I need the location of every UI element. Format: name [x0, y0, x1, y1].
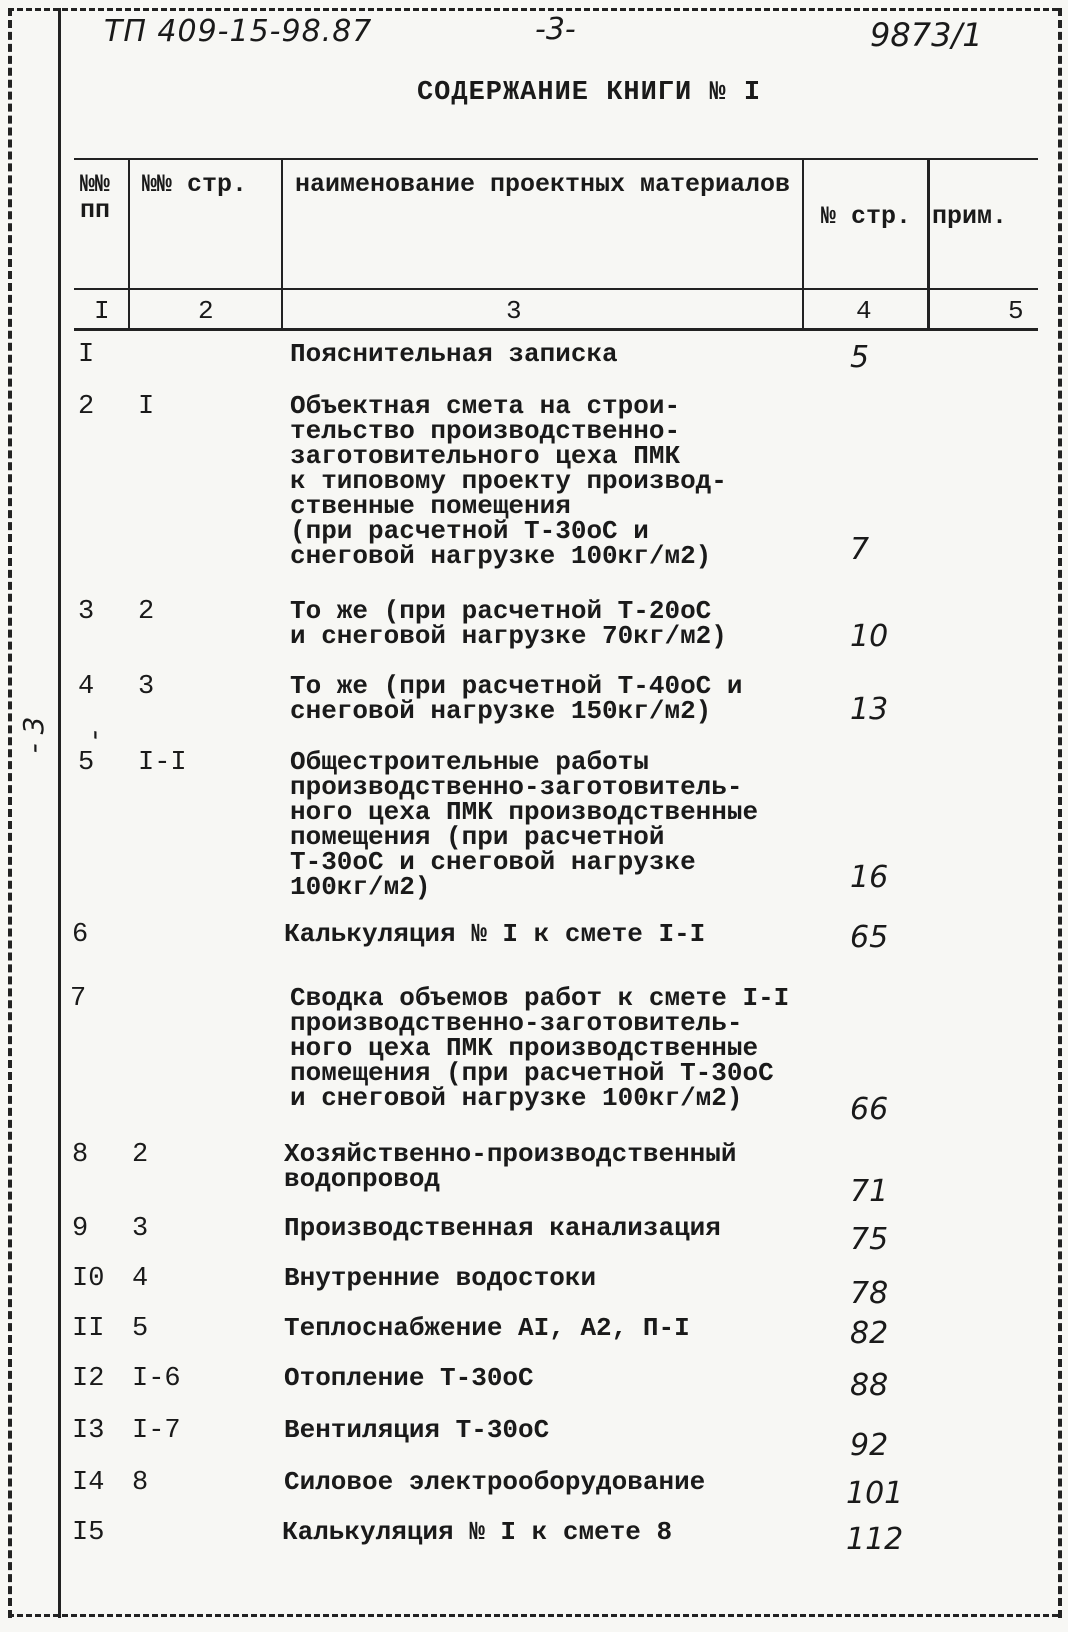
row-sheet: 3: [132, 1214, 149, 1244]
row-name: Теплоснабжение АI, А2, П-I: [284, 1313, 690, 1343]
row-name: Объектная смета на строи- тельство производственно- заготовительного цеха ПМК к типовому проекту производ- ственные помещения (при расчетной Т-30оС и снеговой нагрузке 100кг/м2): [290, 391, 727, 571]
frame-left-border: [8, 8, 12, 1618]
row-sheet: 5: [132, 1314, 149, 1344]
row-number: 4: [78, 672, 95, 702]
row-page: 101: [846, 1476, 904, 1511]
row-number: I5: [72, 1518, 105, 1548]
row-number: I2: [72, 1364, 105, 1394]
row-name: То же (при расчетной Т-40оС и снеговой нагрузке 150кг/м2): [290, 671, 743, 726]
table-header-rule: [74, 288, 1038, 290]
column-number: 3: [506, 296, 522, 326]
row-sheet: I-I: [138, 748, 187, 778]
row-page: 88: [850, 1368, 889, 1403]
row-number: 9: [72, 1214, 89, 1244]
row-sheet: 4: [132, 1264, 149, 1294]
row-number: 6: [72, 920, 89, 950]
row-name: Хозяйственно-производственный водопровод: [284, 1139, 737, 1194]
side-page-stamp: - 3 -: [17, 716, 110, 754]
row-number: 2: [78, 392, 95, 422]
row-number: I: [78, 340, 95, 370]
row-page: 92: [850, 1428, 889, 1463]
column-number: I: [94, 296, 110, 326]
table-colnum-rule: [74, 328, 1038, 331]
row-name: Силовое электрооборудование: [284, 1467, 706, 1497]
row-name: Отопление Т-30оС: [284, 1363, 534, 1393]
row-name: Калькуляция № I к смете 8: [282, 1517, 673, 1547]
row-sheet: I-7: [132, 1416, 181, 1446]
table-divider-4: [927, 160, 930, 328]
row-number: 5: [78, 748, 95, 778]
row-number: 3: [78, 597, 95, 627]
document-code: ТП 409-15-98.87: [104, 14, 373, 49]
frame-right-border: [1058, 8, 1062, 1618]
header-item-number: №№ пп: [80, 170, 111, 225]
row-name: Пояснительная записка: [290, 339, 618, 369]
row-name: То же (при расчетной Т-20оС и снеговой нагрузке 70кг/м2): [290, 596, 727, 651]
row-sheet: 8: [132, 1468, 149, 1498]
page-number: -3-: [535, 12, 576, 47]
binding-margin-line: [58, 8, 61, 1618]
row-number: 7: [70, 984, 87, 1014]
row-name: Внутренние водостоки: [284, 1263, 597, 1293]
row-page: 65: [850, 920, 889, 955]
row-page: 5: [850, 340, 870, 375]
row-number: I4: [72, 1468, 105, 1498]
table-divider-1: [128, 160, 130, 328]
header-material-name: наименование проектных материалов: [294, 170, 791, 199]
header-sheet-number: №№ стр.: [142, 170, 248, 199]
row-page: 13: [850, 692, 889, 727]
row-number: I3: [72, 1416, 105, 1446]
frame-bottom-border: [8, 1614, 1058, 1617]
frame-top-border: [8, 8, 1058, 11]
page-title: СОДЕРЖАНИЕ КНИГИ № I: [416, 78, 762, 108]
row-page: 75: [850, 1222, 889, 1257]
row-sheet: 2: [138, 597, 155, 627]
column-number: 5: [1008, 296, 1024, 326]
header-page-number: № стр.: [820, 202, 911, 231]
row-page: 78: [850, 1276, 889, 1311]
row-name: Калькуляция № I к смете I-I: [284, 919, 706, 949]
row-page: 82: [850, 1316, 889, 1351]
archive-number: 9873/1: [870, 16, 983, 54]
row-number: I0: [72, 1264, 105, 1294]
header-notes: прим.: [932, 202, 1008, 231]
row-page: 112: [846, 1522, 904, 1557]
row-name: Вентиляция Т-30оС: [284, 1415, 550, 1445]
row-name: Производственная канализация: [284, 1213, 721, 1243]
row-page: 66: [850, 1092, 889, 1127]
row-sheet: 3: [138, 672, 155, 702]
row-page: 7: [850, 532, 870, 567]
row-number: II: [72, 1314, 105, 1344]
table-divider-2: [281, 160, 283, 328]
table-divider-3: [802, 160, 804, 328]
column-number: 4: [856, 296, 872, 326]
row-page: 16: [850, 860, 889, 895]
row-number: 8: [72, 1140, 89, 1170]
row-sheet: I: [138, 392, 155, 422]
row-sheet: I-6: [132, 1364, 181, 1394]
row-name: Общестроительные работы производственно-заготовитель- ного цеха ПМК производственные помещения (при расчетной Т-30оС и снеговой нагрузке 100кг/м2): [290, 747, 759, 902]
table-top-rule: [74, 158, 1038, 160]
row-page: 10: [850, 619, 889, 654]
row-sheet: 2: [132, 1140, 149, 1170]
row-page: 71: [850, 1174, 889, 1209]
column-number: 2: [198, 296, 214, 326]
row-name: Сводка объемов работ к смете I-I производственно-заготовитель- ного цеха ПМК производственные помещения (при расчетной Т-30оС и снеговой нагрузке 100кг/м2): [290, 983, 790, 1113]
